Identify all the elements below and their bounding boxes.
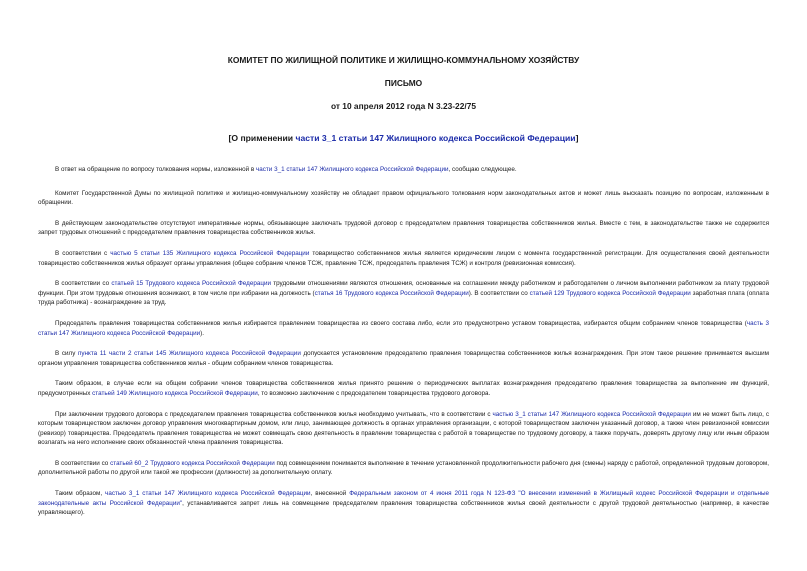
paragraph-text: Комитет Государственной Думы по жилищной политике и жилищно-коммунальному хозяйству не обладает правом официального толкования норм законодательных актов и может лишь высказать позицию по вопросам, изложенным в обращении.	[38, 189, 769, 207]
paragraph-text: трудовыми отношениями являются отношения, основанные на соглашении между работником и работодателем о личном выполнении работником за плату трудовой функции. При этом трудовые отношения возникают, в том числе при избрании на должность (	[38, 280, 770, 297]
paragraph-text: товарищество собственников жилья является юридическим лицом с момента государственной регистрации. Для осуществления своей деятельности товарищество собственников жилья образует органы управления (общее собрание членов ТСЖ, правление ТСЖ, председатель правления ТСЖ) и контроля (ревизионная комиссия).	[38, 249, 770, 267]
committee-title: КОМИТЕТ ПО ЖИЛИЩНОЙ ПОЛИТИКЕ И ЖИЛИЩНО-КОММУНАЛЬНОМУ ХОЗЯЙСТВУ	[227, 55, 580, 65]
law-reference-link[interactable]: частью 5 статьи 135 Жилищного кодекса Российской Федерации	[110, 249, 310, 257]
law-reference-link[interactable]: пункта 11 части 2 статьи 145 Жилищного кодекса Российской Федерации	[78, 350, 301, 358]
body-paragraph	[38, 319, 769, 338]
law-reference-link[interactable]: части 3_1 статьи 147 Жилищного кодекса Российской Федерации	[255, 166, 449, 173]
paragraph-text: В соответствии со	[55, 280, 112, 288]
paragraph-text: заработная плата (оплата труда работника) - вознаграждение за труд.	[38, 289, 769, 307]
paragraph-text: им не может быть лицо, с которым товариществом заключен договор управления многоквартирным домом, или лицо, занимающее должность в органах управления организации, с которой товариществом заключен указанный договор, а также член ревизионной комиссии (ревизор) товарищества. Председатель правления товарищества не может совмещать свою деятельность в правлении товарищества с работой в товариществе по трудовому договору, а также поручать, доверять другому лицу или иным образом возлагать на него исполнение своих обязанностей члена правления товарищества.	[38, 410, 769, 447]
paragraph-text: В силу	[55, 350, 78, 358]
body-paragraph	[38, 279, 769, 308]
law-reference-link[interactable]: статья 16 Трудового кодекса Российской Федерации	[314, 289, 469, 297]
body-paragraph	[38, 165, 769, 175]
law-reference-link[interactable]: Федеральным законом от 4 июня 2011 года N 123-ФЗ "О внесении изменений в Жилищный кодекс Российской Федерации и отдельные законодательные акты Российской Федерации"	[38, 490, 770, 507]
paragraph-text: , сообщаю следующее.	[448, 166, 517, 173]
body-paragraph	[38, 410, 769, 448]
paragraph-text: под совмещением понимается выполнение в течение установленной продолжительности рабочего дня (смены) наряду с работой, определенной трудовым договором, дополнительной работы по другой или такой же профессии (должности) за дополнительную оплату.	[38, 459, 769, 477]
subject-prefix: [О применении	[228, 133, 296, 143]
paragraph-text: , то возможно заключение с председателем товарищества трудового договора.	[257, 389, 491, 397]
law-reference-link[interactable]: частью 3_1 статьи 147 Жилищного кодекса Российской Федерации	[492, 410, 691, 418]
paragraph-text: , устанавливается запрет лишь на совмещение председателем правления товарищества собственников жилья своей деятельности с другой трудовой деятельностью (например, в качестве управляющего).	[38, 499, 770, 517]
subject-suffix: ]	[575, 133, 579, 143]
paragraph-text: ). В соответствии со	[468, 289, 530, 297]
document-subject	[38, 133, 769, 144]
body-paragraph	[38, 249, 769, 268]
paragraph-text: В действующем законодательстве отсутствуют императивные нормы, обязывающие заключать трудовой договор с председателем правления товарищества собственников жилья. Вместе с тем, в законодательстве также не содержится запрет трудовых отношений с председателем правления товарищества собственников жилья.	[38, 219, 769, 237]
law-reference-link[interactable]: статьей 149 Жилищного кодекса Российской Федерации	[92, 389, 258, 397]
paragraph-text: , внесенной	[310, 490, 350, 498]
paragraph-text: В соответствии с	[55, 249, 111, 257]
date-number: от 10 апреля 2012 года N 3.23-22/75	[330, 101, 477, 111]
body-paragraph	[38, 489, 769, 518]
law-reference-link[interactable]: частью 3_1 статьи 147 Жилищного кодекса Российской Федерации	[105, 490, 311, 498]
law-reference-link[interactable]: статьей 60_2 Трудового кодекса Российской Федерации	[110, 459, 275, 467]
body-paragraph	[38, 459, 769, 478]
paragraph-text: Председатель правления товарищества собственников жилья избирается правлением товарищества из своего состава либо, если это предусмотрено уставом товарищества, избирается общим собранием членов товарищества (	[55, 319, 747, 327]
paragraph-text: В ответ на обращение по вопросу толкования нормы, изложенной в	[55, 166, 256, 173]
document-page	[38, 55, 769, 529]
document-type: ПИСЬМО	[384, 78, 423, 88]
body-paragraph	[38, 219, 769, 238]
law-reference-link[interactable]: статьей 129 Трудового кодекса Российской Федерации	[529, 289, 691, 297]
law-reference-link[interactable]: часть 3 статьи 147 Жилищного кодекса Российской Федерации	[38, 319, 769, 337]
paragraph-text: допускается установление председателю правления товарищества собственников жилья вознаграждения. При этом такое решение принимается высшим органом управления товарищества собственников жилья - общим собранием членов товарищества.	[38, 350, 769, 367]
paragraph-text: Таким образом, в случае если на общем собрании членов товарищества собственников жилья принято решение о периодических выплатах вознаграждения председателю правления товарищества за выполнение им функций, предусмотренных	[38, 380, 769, 397]
paragraph-text: При заключении трудового договора с председателем правления товарищества собственников жилья необходимо учитывать, что в соответствии с	[55, 410, 493, 418]
paragraph-text: ).	[200, 329, 205, 337]
law-reference-link[interactable]: статьей 15 Трудового кодекса Российской Федерации	[111, 280, 271, 288]
body-paragraph	[38, 189, 769, 208]
subject-link[interactable]: части 3_1 статьи 147 Жилищного кодекса Российской Федерации	[295, 133, 576, 143]
body-paragraph	[38, 349, 769, 368]
letter-body	[38, 165, 769, 518]
paragraph-text: В соответствии со	[55, 459, 111, 467]
paragraph-text: Таким образом,	[55, 490, 106, 498]
body-paragraph	[38, 379, 769, 398]
